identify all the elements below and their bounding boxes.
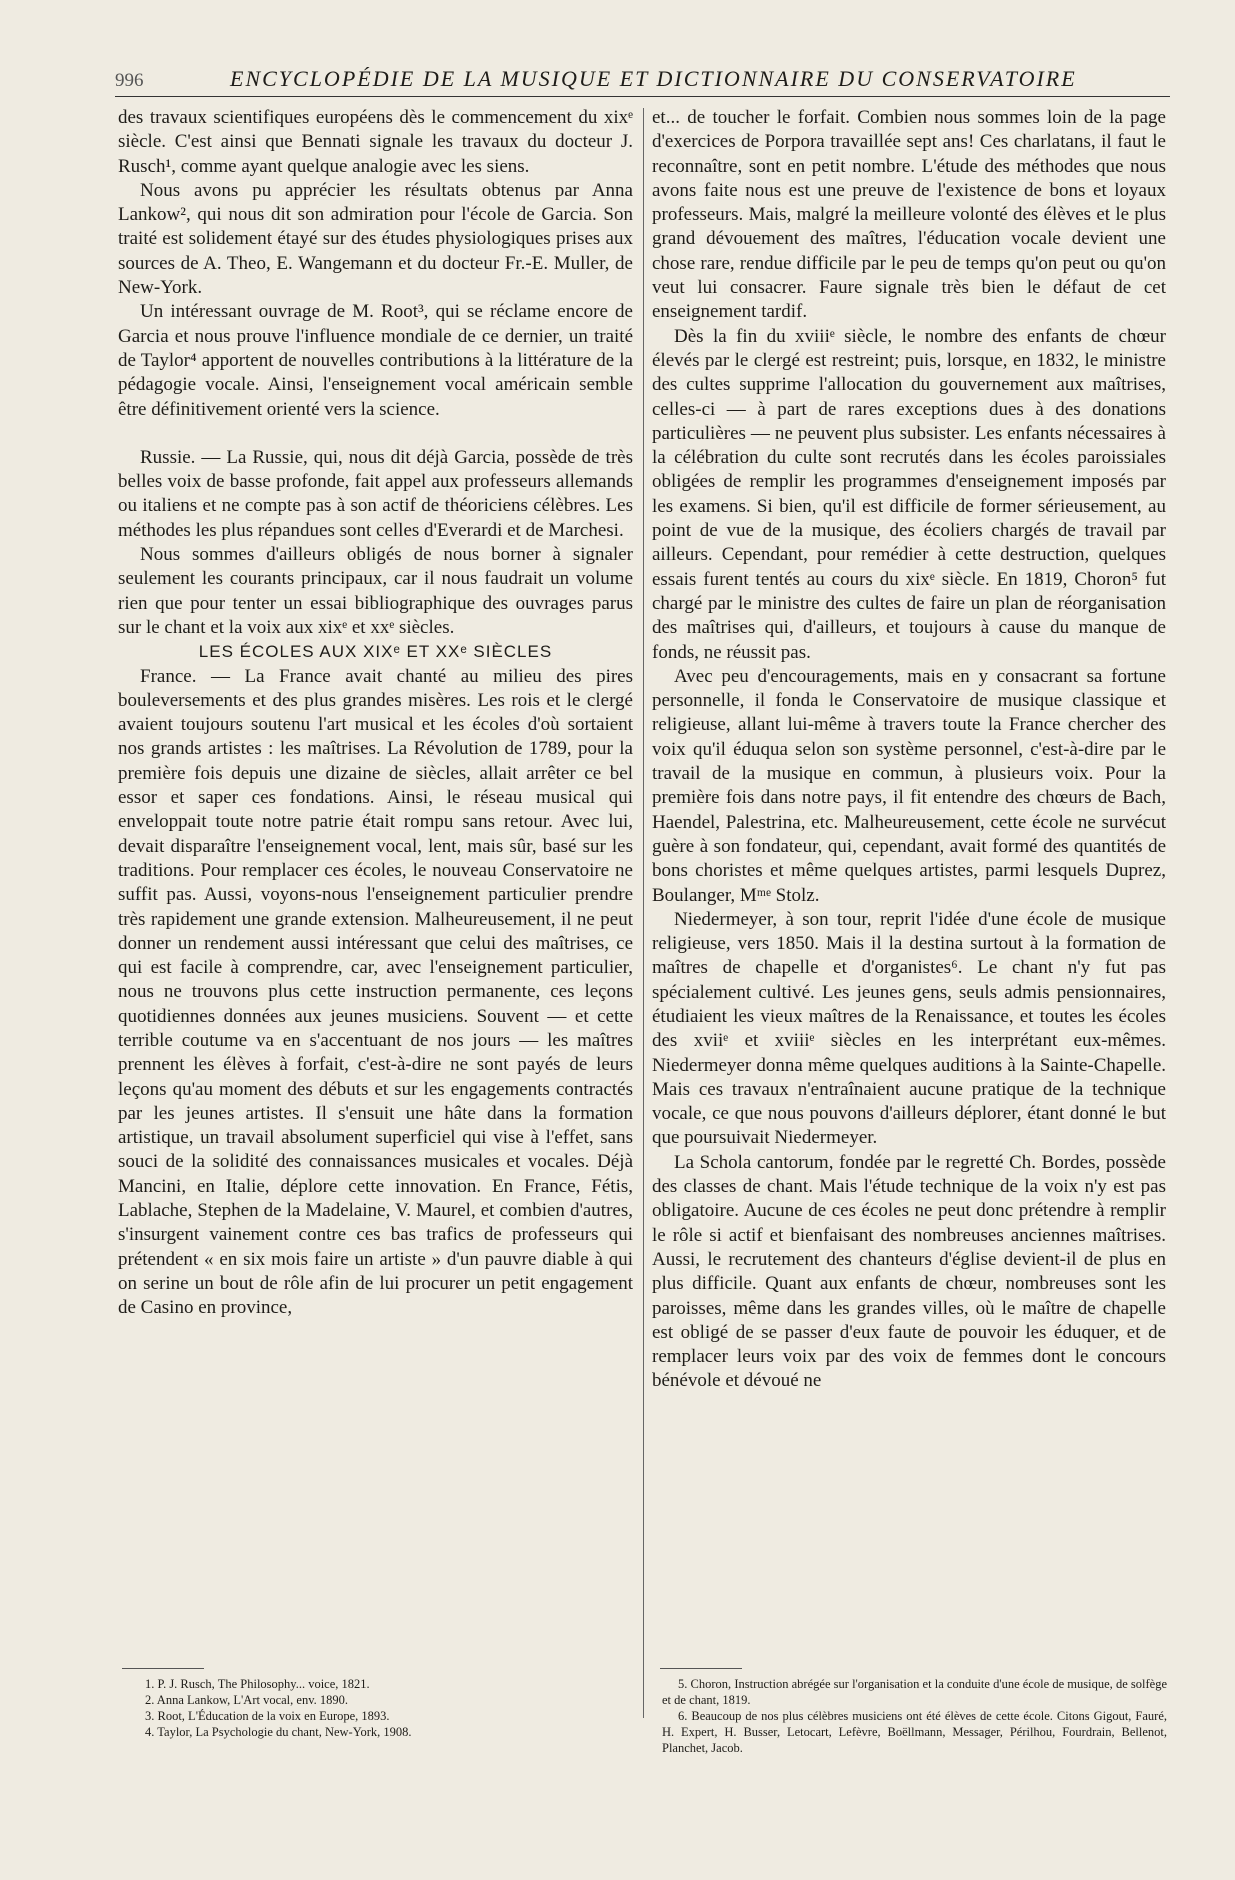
right-paragraph-5: La Schola cantorum, fondée par le regretté Ch. Bordes, possède des classes de chant. Mais l'étude technique de la voix n'y est pas obligatoire. Aucune de ces écoles ne peut donc prétendre à remplir le rôle si actif et bienfaisant des nombreuses anciennes maîtrises. Aussi, le recrutement des chanteurs d'église devient-il de plus en plus difficile. Quant aux enfants de chœur, nombreuses sont les paroisses, même dans les grandes villes, où le maître de chapelle est obligé de se passer d'eux faute de pouvoir les éduquer, et de remplacer leurs voix par des voix de femmes dont le concours bénévole et dévoué ne — [652, 1151, 1166, 1392]
right-paragraph-1: et... de toucher le forfait. Combien nous sommes loin de la page d'exercices de Porpora travaillée sept ans! Ces charlatans, il faut le reconnaître, sont en petit nombre. L'étude des méthodes que nous avons faite nous est une preuve de l'existence de bons et loyaux professeurs. Mais, malgré la meilleure volonté des élèves et le plus grand dévouement des maîtres, l'éducation vocale devient une chose rare, rendue difficile par le peu de temps qu'on peut ou qu'on veut lui consacrer. Faure signale très bien le défaut de cet enseignement tardif. — [652, 107, 1166, 323]
running-title: ENCYCLOPÉDIE DE LA MUSIQUE ET DICTIONNAIRE DU CONSERVATOIRE — [230, 66, 1077, 91]
right-paragraph-3: Avec peu d'encouragements, mais en y consacrant sa fortune personnelle, il fonda le Conservatoire de musique classique et religieuse, allant lui-même à travers toute la France chercher des voix qu'il éduqua selon son système personnel, c'est-à-dire par le travail de la musique en commun, à plusieurs voix. Pour la première fois dans notre pays, il fit entendre des chœurs de Bach, Haendel, Palestrina, etc. Malheureusement, cette école ne survécut guère à son fondateur, qui, cependant, avait formé des quantités de bons choristes et même quelques artistes, parmi lesquels Duprez, Boulanger, Mᵐᵉ Stolz. — [652, 665, 1166, 906]
footnote-6: 6. Beaucoup de nos plus célèbres musiciens ont été élèves de cette école. Citons Gigout, Fauré, H. Expert, H. Busser, Letocart, Lefèvre, Boëllmann, Messager, Périlhou, Fourdrain, Bellenot, Planchet, Jacob. — [662, 1709, 1167, 1755]
footnotes-right — [662, 1676, 1167, 1756]
section-heading: LES ÉCOLES AUX XIXᵉ ET XXᵉ SIÈCLES — [198, 642, 553, 662]
column-divider — [643, 108, 644, 1718]
left-paragraph-3: Un intéressant ouvrage de M. Root³, qui se réclame encore de Garcia et nous prouve l'influence mondiale de ce dernier, un traité de Taylor⁴ apportent de nouvelles contributions à la littérature de la pédagogie vocale. Ainsi, l'enseignement vocal américain semble être définitivement orienté vers la science. — [118, 301, 633, 420]
header-rule — [115, 96, 1170, 97]
footnote-5: 5. Choron, Instruction abrégée sur l'organisation et la conduite d'une école de musique, de solfège et de chant, 1819. — [662, 1677, 1167, 1707]
right-paragraph-4: Niedermeyer, à son tour, reprit l'idée d'une école de musique religieuse, vers 1850. Mais il la destina surtout à la formation de maîtres de chapelle et d'organistes⁶. Le chant n'y fut pas spécialement cultivé. Les jeunes gens, seuls admis pensionnaires, étudiaient les vieux maîtres de la Renaissance, et toutes les écoles des xviiᵉ et xviiiᵉ siècles en les interprétant eux-mêmes. Niedermeyer donna même quelques auditions à la Sainte-Chapelle. Mais ces travaux n'entraînaient aucune pratique de la technique vocale, ce que nous pouvons d'ailleurs déplorer, étant donné le but que poursuivait Niedermeyer. — [652, 908, 1166, 1149]
footnote-3: 3. Root, L'Éducation de la voix en Europe, 1893. — [145, 1709, 390, 1723]
footnote-4: 4. Taylor, La Psychologie du chant, New-York, 1908. — [145, 1725, 412, 1739]
page-number: 996 — [115, 70, 144, 91]
right-paragraph-2: Dès la fin du xviiiᵉ siècle, le nombre des enfants de chœur élevés par le clergé est restreint; puis, lorsque, en 1832, le ministre des cultes supprime l'allocation du gouvernement aux maîtrises, celles-ci — à part de rares exceptions dues à des donations particulières — ne peuvent plus subsister. Les enfants nécessaires à la célébration du culte sont recrutés dans les écoles paroissiales obligées de remplir les programmes d'enseignement imposés par les examens. Si bien, qu'il est difficile de former sérieusement, au point de vue de la musique, des écoliers chargés de travail par ailleurs. Cependant, pour remédier à cette destruction, quelques essais furent tentés au cours du xixᵉ siècle. En 1819, Choron⁵ fut chargé par le ministre des cultes de faire un plan de réorganisation des maîtrises qui, d'ailleurs, et toujours à cause du manque de fonds, ne réussit pas. — [652, 325, 1166, 663]
left-column — [118, 106, 633, 1321]
left-paragraph-france: France. — La France avait chanté au milieu des pires bouleversements et des plus grandes misères. Les rois et le clergé avaient toujours soutenu l'art musical et les écoles d'où sortaient nos grands artistes : les maîtrises. La Révolution de 1789, pour la première fois depuis une dizaine de siècles, allait arrêter ce bel essor et saper ces fondations. Ainsi, le réseau musical qui enveloppait toute notre patrie était rompu sans retour. Avec lui, devait disparaître l'enseignement vocal, lent, mais sûr, basé sur les traditions. Pour remplacer ces écoles, le nouveau Conservatoire ne suffit pas. Aussi, voyons-nous l'enseignement particulier prendre très rapidement une grande extension. Malheureusement, il ne peut donner un rendement aussi intéressant que celui des maîtrises, ce qui est facile à comprendre, car, avec l'enseignement particulier, nous ne trouvons plus cette instruction permanente, ces leçons quotidiennes données aux jeunes musiciens. Souvent — et cette terrible coutume va en s'accentuant de nos jours — les maîtres prennent les élèves à forfait, c'est-à-dire ne sont payés de leurs leçons qu'au moment des débuts et sur les engagements contractés par les jeunes artistes. Il s'ensuit une hâte dans la formation artistique, un travail absolument superficiel qui vise à l'effet, sans souci de la solidité des connaissances musicales et vocales. Déjà Mancini, en Italie, déplore cette innovation. En France, Fétis, Lablache, Stephen de la Madelaine, V. Maurel, et combien d'autres, s'insurgent vainement contre ces bas trafics de professeurs qui prétendent « en six mois faire un artiste » d'un pauvre diable à qui on serine un bout de rôle afin de lui procurer un petit engagement de Casino en province, — [118, 665, 633, 1319]
footnote-rule-left — [122, 1668, 204, 1669]
left-paragraph-5: Nous sommes d'ailleurs obligés de nous borner à signaler seulement les courants principaux, car il nous faudrait un volume rien que pour tenter un essai bibliographique des ouvrages parus sur le chant et la voix aux xixᵉ et xxᵉ siècles. — [118, 544, 633, 638]
footnote-2: 2. Anna Lankow, L'Art vocal, env. 1890. — [145, 1693, 349, 1707]
footnote-1: 1. P. J. Rusch, The Philosophy... voice, 1821. — [145, 1677, 370, 1691]
left-paragraph-2: Nous avons pu apprécier les résultats obtenus par Anna Lankow², qui nous dit son admiration pour l'école de Garcia. Son traité est solidement étayé sur des études physiologiques prises aux sources de A. Theo, E. Wangemann et du docteur Fr.-E. Muller, de New-York. — [118, 179, 633, 299]
left-paragraph-russie: Russie. — La Russie, qui, nous dit déjà Garcia, possède de très belles voix de basse profonde, fait appel aux professeurs allemands ou italiens et ne compte pas à son actif de théoriciens célèbres. Les méthodes les plus répandues sont celles d'Everardi et de Marchesi. — [118, 446, 633, 541]
footnotes-left — [145, 1676, 615, 1740]
left-paragraph-1: des travaux scientifiques européens dès le commencement du xixᵉ siècle. C'est ainsi que Bennati signale les travaux du docteur J. Rusch¹, comme ayant quelque analogie avec les siens. — [118, 107, 633, 177]
right-column — [652, 106, 1166, 1394]
footnote-rule-right — [660, 1668, 742, 1669]
